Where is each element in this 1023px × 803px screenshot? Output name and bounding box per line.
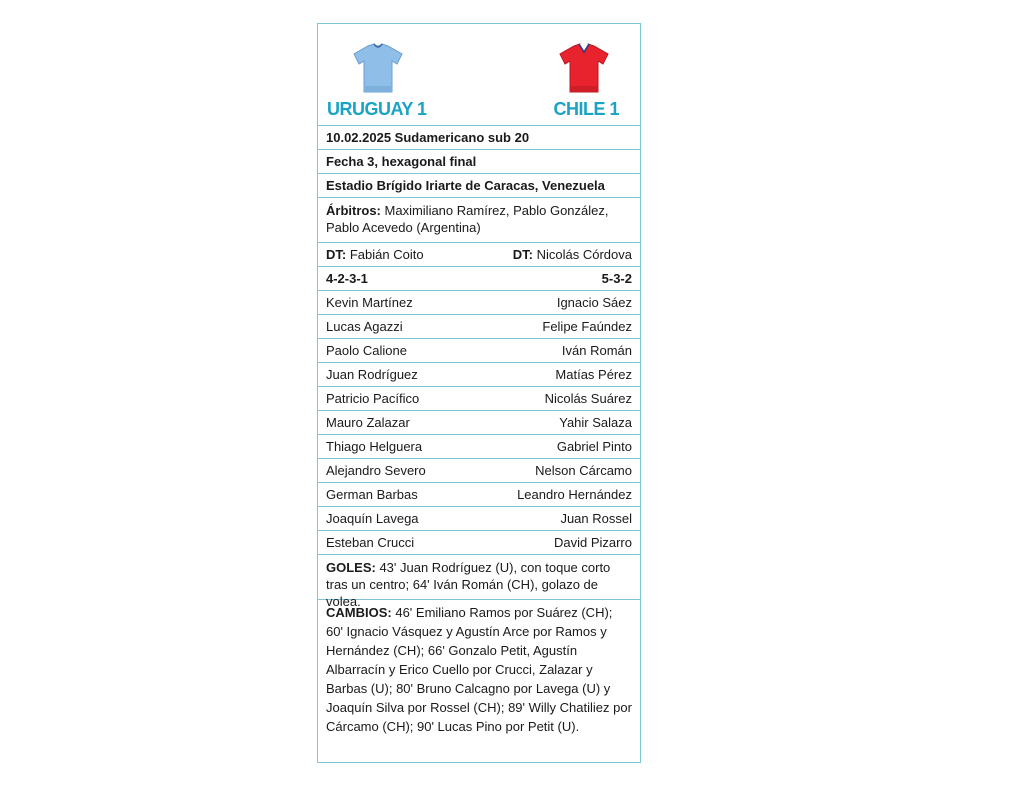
home-player: Mauro Zalazar	[326, 415, 410, 430]
subs-label: CAMBIOS:	[326, 605, 392, 620]
lineup-row	[318, 410, 640, 434]
jerseys-row	[318, 24, 640, 99]
lineup-row	[318, 314, 640, 338]
home-coach-label: DT:	[326, 247, 347, 262]
goals-label: GOLES:	[326, 560, 376, 575]
home-coach-name: Fabián Coito	[349, 247, 424, 262]
lineup-row	[318, 362, 640, 386]
home-player: Kevin Martínez	[326, 295, 413, 310]
goals	[318, 554, 640, 609]
lineup-row	[318, 506, 640, 530]
home-player: Juan Rodríguez	[326, 367, 418, 382]
away-player: Nelson Cárcamo	[535, 463, 632, 478]
away-coach-label: DT:	[512, 247, 533, 262]
away-player: Iván Román	[561, 343, 632, 358]
away-player: Leandro Hernández	[517, 487, 632, 502]
formations-row	[318, 266, 640, 290]
lineup-row	[318, 338, 640, 362]
home-coach	[326, 246, 424, 263]
teams-row	[318, 99, 640, 125]
away-player: Matías Pérez	[555, 367, 632, 382]
referees-names: Maximiliano Ramírez, Pablo González, Pablo Acevedo (Argentina)	[326, 203, 609, 235]
coaches-row	[318, 242, 640, 266]
away-player: Juan Rossel	[560, 511, 632, 526]
home-player: Alejandro Severo	[326, 463, 426, 478]
away-player: Yahir Salaza	[559, 415, 632, 430]
away-player: Nicolás Suárez	[544, 391, 632, 406]
away-player: Felipe Faúndez	[542, 319, 632, 334]
home-player: Patricio Pacífico	[326, 391, 420, 406]
home-player: German Barbas	[326, 487, 418, 502]
home-player: Paolo Calione	[326, 343, 407, 358]
referees-label: Árbitros:	[326, 203, 381, 218]
subs-text: 46' Emiliano Ramos por Suárez (CH); 60' Ignacio Vásquez y Agustín Arce por Ramos y Hernández (CH); 66' Gonzalo Petit, Agustín Albarracín y Erico Cuello por Crucci, Zalazar y Barbas (U); 80' Bruno Calcagno por Lavega (U) y Joaquín Silva por Rossel (CH); 89' Willy Chatiliez por Cárcamo (CH); 90' Lucas Pino por Petit (U).	[326, 605, 632, 734]
lineup-row	[318, 482, 640, 506]
lineup-row	[318, 434, 640, 458]
home-formation: 4-2-3-1	[326, 271, 368, 286]
light-blue-shirt-icon	[352, 42, 404, 94]
away-coach-name: Nicolás Córdova	[536, 247, 632, 262]
lineup-row	[318, 290, 640, 314]
home-player: Esteban Crucci	[326, 535, 415, 550]
goals-text: 43' Juan Rodríguez (U), con toque corto tras un centro; 64' Iván Román (CH), golazo de volea.	[326, 560, 611, 609]
referees	[318, 197, 640, 242]
red-shirt-icon	[558, 42, 610, 94]
away-player: David Pizarro	[553, 535, 632, 550]
away-player: Ignacio Sáez	[556, 295, 632, 310]
round: Fecha 3, hexagonal final	[318, 149, 640, 173]
stadium: Estadio Brígido Iriarte de Caracas, Venezuela	[318, 173, 640, 197]
away-team-score: CHILE 1	[553, 99, 619, 119]
lineups	[318, 290, 640, 554]
lineup-row	[318, 458, 640, 482]
match-card	[317, 23, 641, 763]
home-team-score: URUGUAY 1	[327, 99, 427, 119]
substitutions	[318, 599, 640, 740]
home-player: Lucas Agazzi	[326, 319, 403, 334]
away-formation: 5-3-2	[601, 271, 632, 286]
home-player: Joaquín Lavega	[326, 511, 419, 526]
home-player: Thiago Helguera	[326, 439, 423, 454]
lineup-row	[318, 530, 640, 554]
date-competition: 10.02.2025 Sudamericano sub 20	[318, 125, 640, 149]
away-player: Gabriel Pinto	[556, 439, 632, 454]
away-coach	[513, 246, 632, 263]
lineup-row	[318, 386, 640, 410]
